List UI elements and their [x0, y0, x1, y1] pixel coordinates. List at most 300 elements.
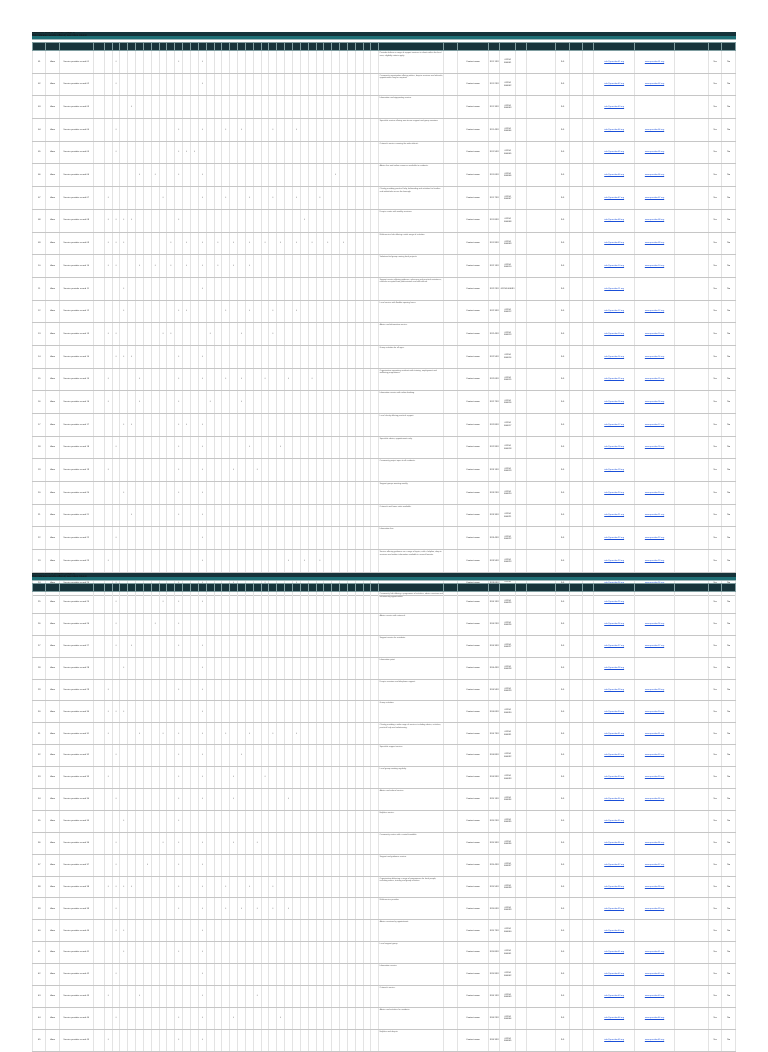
website-link[interactable]: www.provider16.org — [634, 391, 674, 414]
flag-cell — [340, 767, 348, 789]
cell-blank — [93, 96, 104, 119]
header-cell — [489, 584, 500, 592]
flag-cell — [206, 832, 214, 854]
website-link[interactable]: www.provider08.org — [634, 209, 674, 232]
email-link[interactable]: info@provider34.org — [594, 789, 634, 811]
email-link[interactable]: info@provider22.org — [594, 527, 634, 550]
cell-blank — [527, 141, 556, 164]
flag-mark: • — [107, 884, 109, 888]
cell-blank — [675, 550, 709, 573]
email-link[interactable]: info@provider20.org — [594, 482, 634, 505]
flag-cell — [261, 232, 269, 255]
flag-cell — [167, 459, 175, 482]
flag-cell — [104, 789, 112, 811]
flag-cell — [340, 550, 348, 573]
flag-cell — [222, 657, 230, 679]
flag-cell — [332, 119, 340, 142]
flag-cell — [183, 679, 191, 701]
email-link[interactable]: info@provider36.org — [594, 832, 634, 854]
cell-phone: 01234 — [500, 572, 516, 595]
flag-cell — [151, 391, 159, 414]
email-link[interactable]: info@provider25.org — [594, 592, 634, 614]
cell-id: 05 — [33, 141, 46, 164]
website-link[interactable]: www.provider18.org — [634, 436, 674, 459]
flag-cell — [151, 73, 159, 96]
flag-cell — [253, 920, 261, 942]
flag-mark: • — [178, 775, 180, 779]
website-link[interactable]: www.provider12.org — [634, 300, 674, 323]
flag-cell — [253, 1029, 261, 1051]
flag-cell — [183, 141, 191, 164]
cell-area: Area — [46, 745, 59, 767]
email-link[interactable]: info@provider06.org — [594, 164, 634, 187]
flag-cell — [112, 527, 120, 550]
cell-blank — [569, 745, 582, 767]
email-link[interactable]: info@provider40.org — [594, 920, 634, 942]
flag-cell — [324, 255, 332, 278]
cell-blank — [583, 459, 594, 482]
cell-blank — [93, 368, 104, 391]
email-link[interactable]: info@provider09.org — [594, 232, 634, 255]
flag-cell — [355, 789, 363, 811]
cell-postcode: XX3 1XX — [489, 459, 500, 482]
flag-cell — [300, 898, 308, 920]
cell-postcode: XX4 6XX — [489, 701, 500, 723]
flag-cell — [238, 300, 246, 323]
cell-contact: Contact name — [457, 459, 488, 482]
cell-postcode: XX1 4XX — [489, 119, 500, 142]
cell-blank — [583, 436, 594, 459]
flag-cell — [143, 876, 151, 898]
cell-yes: Yes — [708, 592, 721, 614]
flag-cell — [277, 1029, 285, 1051]
cell-id: 36 — [33, 832, 46, 854]
website-link[interactable]: www.provider34.org — [634, 789, 674, 811]
flag-cell — [277, 209, 285, 232]
email-link[interactable]: info@provider37.org — [594, 854, 634, 876]
website-link[interactable]: www.provider04.org — [634, 119, 674, 142]
cell-postcode: XX2 2XX — [489, 277, 500, 300]
email-link[interactable]: info@provider29.org — [594, 679, 634, 701]
email-link[interactable]: info@provider43.org — [594, 986, 634, 1008]
cell-yes: Yes — [708, 255, 721, 278]
flag-cell — [245, 482, 253, 505]
website-link[interactable] — [634, 657, 674, 679]
cell-blank — [527, 832, 556, 854]
flag-cell — [151, 592, 159, 614]
header-cell — [120, 584, 128, 592]
cell-blank — [569, 832, 582, 854]
flag-cell — [285, 141, 293, 164]
flag-cell — [191, 723, 199, 745]
flag-cell — [159, 876, 167, 898]
flag-cell — [230, 277, 238, 300]
cell-no: No — [722, 964, 736, 986]
cell-blank — [583, 187, 594, 210]
cell-no: No — [722, 657, 736, 679]
flag-cell — [143, 414, 151, 437]
cell-postcode: XX5 7XX — [489, 920, 500, 942]
table-row — [33, 255, 736, 278]
flag-mark: • — [115, 972, 117, 976]
flag-mark: • — [241, 331, 242, 335]
flag-cell — [159, 323, 167, 346]
flag-mark: • — [178, 354, 180, 358]
flag-cell — [347, 986, 355, 1008]
flag-cell — [128, 323, 136, 346]
cell-blank — [583, 232, 594, 255]
header-cell — [355, 43, 363, 51]
cell-no: No — [722, 119, 736, 142]
cell-blank — [93, 436, 104, 459]
cell-id: 21 — [33, 504, 46, 527]
flag-cell — [292, 255, 300, 278]
flag-cell — [159, 723, 167, 745]
email-link[interactable]: info@provider38.org — [594, 876, 634, 898]
flag-cell — [128, 832, 136, 854]
cell-hours: 9-5 — [556, 141, 569, 164]
flag-cell — [167, 723, 175, 745]
flag-cell — [191, 527, 199, 550]
cell-blank — [583, 164, 594, 187]
flag-mark: • — [115, 928, 117, 932]
cell-name: Service provider record 01 — [59, 51, 93, 74]
flag-mark: • — [201, 644, 203, 648]
cell-blank — [527, 592, 556, 614]
flag-cell — [324, 1007, 332, 1029]
flag-cell — [355, 701, 363, 723]
website-link[interactable]: www.provider30.org — [634, 701, 674, 723]
flag-cell — [245, 391, 253, 414]
website-link[interactable]: www.provider44.org — [634, 1007, 674, 1029]
cell-description: Drop-in centre with weekly sessions. — [379, 209, 444, 232]
website-link[interactable]: www.provider07.org — [634, 187, 674, 210]
email-link[interactable]: info@provider44.org — [594, 1007, 634, 1029]
flag-cell — [308, 482, 316, 505]
flag-cell — [191, 436, 199, 459]
cell-area: Area — [46, 255, 59, 278]
table-row — [33, 745, 736, 767]
flag-cell — [214, 767, 222, 789]
website-link[interactable]: www.provider23.org — [634, 550, 674, 573]
flag-mark: • — [201, 906, 203, 910]
website-link[interactable] — [634, 459, 674, 482]
cell-blank — [569, 789, 582, 811]
email-link[interactable]: info@provider32.org — [594, 745, 634, 767]
website-link[interactable]: www.provider02.org — [634, 73, 674, 96]
flag-cell — [159, 550, 167, 573]
flag-cell — [355, 368, 363, 391]
email-link[interactable]: info@provider28.org — [594, 657, 634, 679]
flag-cell — [238, 187, 246, 210]
flag-mark: • — [115, 600, 117, 604]
cell-blank — [444, 232, 457, 255]
flag-cell — [316, 232, 324, 255]
header-cell — [143, 43, 151, 51]
flag-mark: • — [154, 173, 156, 177]
flag-cell — [277, 527, 285, 550]
email-link[interactable]: info@provider10.org — [594, 255, 634, 278]
flag-cell — [230, 550, 238, 573]
website-link[interactable]: www.provider09.org — [634, 232, 674, 255]
flag-cell — [371, 459, 379, 482]
flag-cell — [300, 51, 308, 74]
website-link[interactable]: www.provider22.org — [634, 527, 674, 550]
flag-cell — [238, 550, 246, 573]
flag-cell — [277, 964, 285, 986]
flag-cell — [340, 723, 348, 745]
email-link[interactable]: info@provider14.org — [594, 345, 634, 368]
cell-yes: Yes — [708, 898, 721, 920]
flag-cell — [324, 368, 332, 391]
flag-cell — [159, 391, 167, 414]
cell-contact: Contact name — [457, 964, 488, 986]
email-link[interactable]: info@provider11.org — [594, 277, 634, 300]
flag-cell — [167, 300, 175, 323]
flag-cell — [277, 832, 285, 854]
sheet-header — [32, 32, 736, 42]
website-link[interactable]: www.provider05.org — [634, 141, 674, 164]
email-link[interactable]: info@provider08.org — [594, 209, 634, 232]
flag-cell — [363, 255, 371, 278]
website-link[interactable] — [634, 920, 674, 942]
flag-mark: • — [264, 377, 266, 381]
flag-cell — [222, 1007, 230, 1029]
website-link[interactable]: www.provider27.org — [634, 635, 674, 657]
cell-phone: 01234 000034 — [500, 789, 516, 811]
flag-mark: • — [201, 286, 203, 290]
flag-cell — [214, 482, 222, 505]
flag-cell — [245, 414, 253, 437]
cell-blank — [569, 898, 582, 920]
website-link[interactable]: www.provider45.org — [634, 1029, 674, 1051]
flag-cell — [191, 592, 199, 614]
website-link[interactable] — [634, 96, 674, 119]
email-link[interactable]: info@provider31.org — [594, 723, 634, 745]
flag-cell — [245, 723, 253, 745]
flag-cell — [198, 96, 206, 119]
flag-cell — [324, 323, 332, 346]
flag-cell — [332, 854, 340, 876]
website-link[interactable]: www.provider43.org — [634, 986, 674, 1008]
website-link[interactable]: www.provider01.org — [634, 51, 674, 74]
flag-cell — [261, 323, 269, 346]
flag-cell — [112, 436, 120, 459]
flag-cell — [175, 187, 183, 210]
flag-cell — [340, 187, 348, 210]
cell-blank — [527, 527, 556, 550]
flag-cell — [363, 482, 371, 505]
flag-cell — [198, 345, 206, 368]
cell-description: Local service with flexible opening hours. — [379, 300, 444, 323]
flag-cell — [112, 73, 120, 96]
flag-cell — [175, 1007, 183, 1029]
website-link[interactable]: www.provider14.org — [634, 345, 674, 368]
table-row — [33, 832, 736, 854]
flag-cell — [143, 368, 151, 391]
flag-cell — [308, 164, 316, 187]
website-link[interactable]: www.provider38.org — [634, 876, 674, 898]
flag-cell — [167, 810, 175, 832]
website-link[interactable]: www.provider42.org — [634, 964, 674, 986]
cell-no: No — [722, 232, 736, 255]
flag-cell — [300, 368, 308, 391]
flag-cell — [308, 277, 316, 300]
flag-cell — [214, 898, 222, 920]
flag-cell — [175, 679, 183, 701]
flag-cell — [167, 504, 175, 527]
flag-cell — [324, 459, 332, 482]
table-row — [33, 1029, 736, 1051]
flag-cell — [198, 164, 206, 187]
email-link[interactable]: info@provider04.org — [594, 119, 634, 142]
website-link[interactable]: www.provider29.org — [634, 679, 674, 701]
flag-mark: • — [225, 906, 227, 910]
flag-cell — [285, 391, 293, 414]
email-link[interactable]: info@provider26.org — [594, 613, 634, 635]
flag-cell — [261, 723, 269, 745]
email-link[interactable]: info@provider27.org — [594, 635, 634, 657]
email-link[interactable]: info@provider42.org — [594, 964, 634, 986]
flag-cell — [316, 119, 324, 142]
email-link[interactable]: info@provider16.org — [594, 391, 634, 414]
email-link[interactable]: info@provider07.org — [594, 187, 634, 210]
website-link[interactable]: www.provider37.org — [634, 854, 674, 876]
email-link[interactable]: info@provider30.org — [594, 701, 634, 723]
cell-blank — [93, 964, 104, 986]
flag-cell — [206, 679, 214, 701]
flag-cell — [151, 1029, 159, 1051]
flag-cell — [128, 436, 136, 459]
cell-hours: 9-5 — [556, 767, 569, 789]
table-row — [33, 300, 736, 323]
cell-blank — [444, 898, 457, 920]
website-link[interactable]: www.provider13.org — [634, 323, 674, 346]
website-link[interactable]: www.provider15.org — [634, 368, 674, 391]
cell-yes: Yes — [708, 613, 721, 635]
cell-blank — [569, 635, 582, 657]
email-link[interactable]: info@provider15.org — [594, 368, 634, 391]
email-link[interactable]: info@provider13.org — [594, 323, 634, 346]
flag-cell — [347, 187, 355, 210]
cell-area: Area — [46, 391, 59, 414]
flag-cell — [347, 592, 355, 614]
flag-cell — [292, 723, 300, 745]
cell-contact: Contact name — [457, 745, 488, 767]
flag-cell — [167, 832, 175, 854]
email-link[interactable]: info@provider33.org — [594, 767, 634, 789]
flag-cell — [245, 368, 253, 391]
website-link[interactable]: www.provider41.org — [634, 942, 674, 964]
website-link[interactable]: www.provider06.org — [634, 164, 674, 187]
website-link[interactable] — [634, 592, 674, 614]
flag-cell — [120, 635, 128, 657]
email-link[interactable]: info@provider18.org — [594, 436, 634, 459]
flag-cell — [261, 964, 269, 986]
email-link[interactable]: info@provider01.org — [594, 51, 634, 74]
flag-cell — [316, 1029, 324, 1051]
website-link[interactable]: www.provider36.org — [634, 832, 674, 854]
email-link[interactable]: info@provider35.org — [594, 810, 634, 832]
email-link[interactable]: info@provider39.org — [594, 898, 634, 920]
flag-cell — [191, 345, 199, 368]
header-cell — [316, 584, 324, 592]
flag-mark: • — [178, 490, 180, 494]
website-link[interactable]: www.provider21.org — [634, 504, 674, 527]
flag-cell — [112, 1029, 120, 1051]
flag-cell — [167, 436, 175, 459]
flag-mark: • — [178, 753, 180, 757]
email-link[interactable]: info@provider41.org — [594, 942, 634, 964]
email-link[interactable]: info@provider05.org — [594, 141, 634, 164]
flag-mark: • — [209, 399, 211, 403]
header-cell — [527, 584, 556, 592]
flag-cell — [269, 898, 277, 920]
cell-blank — [569, 1007, 582, 1029]
cell-yes: Yes — [708, 482, 721, 505]
flag-cell — [222, 550, 230, 573]
flag-cell — [253, 414, 261, 437]
flag-cell — [300, 789, 308, 811]
flag-cell — [206, 232, 214, 255]
cell-blank — [583, 613, 594, 635]
flag-cell — [167, 482, 175, 505]
website-link[interactable]: www.provider33.org — [634, 767, 674, 789]
flag-mark: • — [123, 309, 125, 313]
cell-hours: 9-5 — [556, 414, 569, 437]
email-link[interactable]: info@provider21.org — [594, 504, 634, 527]
website-link[interactable]: www.provider17.org — [634, 414, 674, 437]
flag-cell — [245, 657, 253, 679]
email-link[interactable]: info@provider03.org — [594, 96, 634, 119]
flag-cell — [143, 854, 151, 876]
flag-cell — [112, 613, 120, 635]
cell-contact: Contact name — [457, 209, 488, 232]
website-link[interactable]: www.provider32.org — [634, 745, 674, 767]
email-link[interactable]: info@provider45.org — [594, 1029, 634, 1051]
flag-cell — [136, 414, 144, 437]
website-link[interactable]: www.provider10.org — [634, 255, 674, 278]
email-link[interactable]: info@provider12.org — [594, 300, 634, 323]
email-link[interactable]: info@provider23.org — [594, 550, 634, 573]
website-link[interactable]: www.provider31.org — [634, 723, 674, 745]
website-link[interactable]: www.provider39.org — [634, 898, 674, 920]
flag-cell — [214, 1029, 222, 1051]
flag-cell — [175, 876, 183, 898]
flag-cell — [371, 391, 379, 414]
website-link[interactable] — [634, 277, 674, 300]
flag-cell — [128, 920, 136, 942]
email-link[interactable]: info@provider02.org — [594, 73, 634, 96]
website-link[interactable] — [634, 810, 674, 832]
email-link[interactable]: info@provider19.org — [594, 459, 634, 482]
flag-cell — [191, 141, 199, 164]
flag-mark: • — [201, 709, 203, 713]
website-link[interactable]: www.provider26.org — [634, 613, 674, 635]
email-link[interactable]: info@provider17.org — [594, 414, 634, 437]
flag-cell — [151, 550, 159, 573]
flag-cell — [371, 613, 379, 635]
cell-blank — [527, 789, 556, 811]
flag-mark: • — [131, 513, 133, 517]
cell-yes: Yes — [708, 504, 721, 527]
cell-description: Charity providing practical help, befriending and activities for families and individuals across the borough. — [379, 187, 444, 210]
flag-mark: • — [311, 377, 313, 381]
website-link[interactable]: www.provider20.org — [634, 482, 674, 505]
flag-cell — [292, 482, 300, 505]
flag-cell — [285, 277, 293, 300]
flag-cell — [340, 323, 348, 346]
